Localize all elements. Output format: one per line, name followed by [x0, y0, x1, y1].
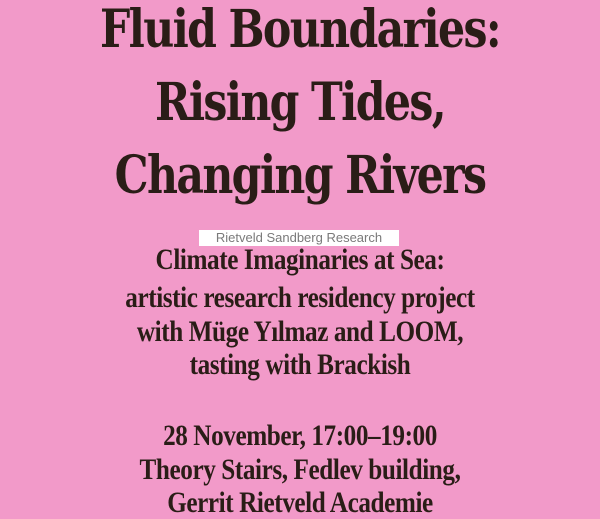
description-line-3: with Müge Yılmaz and LOOM,	[136, 315, 464, 348]
event-location-line-2: Gerrit Rietveld Academie	[167, 486, 433, 519]
research-tag-label: Rietveld Sandberg Research	[199, 230, 399, 246]
poster-title-line-1: Fluid Boundaries:	[100, 0, 500, 60]
description-line-4: tasting with Brackish	[189, 348, 411, 381]
event-location: Theory Stairs, Fedlev building,	[139, 453, 461, 486]
description-line-1: Climate Imaginaries at Sea:	[155, 243, 445, 276]
event-date-time: 28 November, 17:00–19:00	[163, 419, 437, 452]
poster-title-line-3: Changing Rivers	[114, 145, 486, 206]
description-line-2: artistic research residency project	[125, 281, 475, 314]
poster-title-line-2: Rising Tides,	[155, 72, 445, 133]
